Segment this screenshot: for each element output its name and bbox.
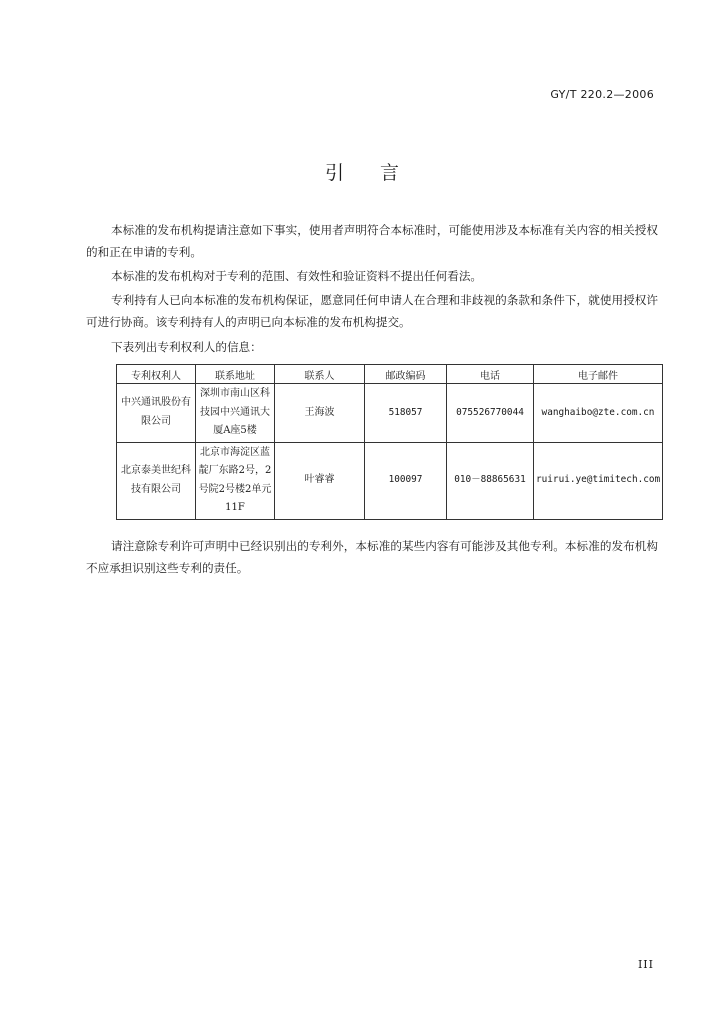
paragraph-patent-notice: 本标准的发布机构提请注意如下事实，使用者声明符合本标准时，可能使用涉及本标准有关内容的相关授权的和正在申请的专利。	[86, 223, 658, 259]
header-postcode: 邮政编码	[365, 365, 447, 384]
table-header-row	[117, 365, 663, 384]
cell-postcode: 518057	[365, 384, 447, 443]
header-contact: 联系人	[275, 365, 365, 384]
cell-address: 北京市海淀区蓝靛厂东路2号，2号院2号楼2单元11F	[196, 442, 275, 519]
header-phone: 电话	[447, 365, 534, 384]
document-code: GY/T 220.2—2006	[550, 88, 654, 101]
section-title	[0, 158, 724, 185]
table-row	[117, 384, 663, 443]
patent-holder-table	[116, 364, 663, 520]
cell-holder: 中兴通讯股份有限公司	[117, 384, 196, 443]
cell-phone: 075526770044	[447, 384, 534, 443]
title-char-1: 引	[324, 162, 344, 184]
cell-address: 深圳市南山区科技园中兴通讯大厦A座5楼	[196, 384, 275, 443]
paragraph-other-patents: 请注意除专利许可声明中已经识别出的专利外，本标准的某些内容有可能涉及其他专利。本标准的发布机构不应承担识别这些专利的责任。	[86, 539, 658, 575]
header-holder: 专利权利人	[117, 365, 196, 384]
cell-email: wanghaibo@zte.com.cn	[534, 384, 663, 443]
page-number: III	[637, 958, 654, 971]
title-char-2: 言	[380, 162, 400, 184]
paragraph-no-position: 本标准的发布机构对于专利的范围、有效性和验证资料不提出任何看法。	[111, 269, 483, 283]
cell-postcode: 100097	[365, 442, 447, 519]
cell-contact: 王海波	[275, 384, 365, 443]
cell-phone: 010－88865631	[447, 442, 534, 519]
header-address: 联系地址	[196, 365, 275, 384]
paragraph-table-intro: 下表列出专利权利人的信息：	[111, 340, 262, 354]
table-row	[117, 442, 663, 519]
paragraph-holder-assurance: 专利持有人已向本标准的发布机构保证，愿意同任何申请人在合理和非歧视的条款和条件下，就使用授权许可进行协商。该专利持有人的声明已向本标准的发布机构提交。	[86, 293, 658, 329]
cell-holder: 北京泰美世纪科技有限公司	[117, 442, 196, 519]
header-email: 电子邮件	[534, 365, 663, 384]
cell-contact: 叶睿睿	[275, 442, 365, 519]
cell-email: ruirui.ye@timitech.com	[534, 442, 663, 519]
